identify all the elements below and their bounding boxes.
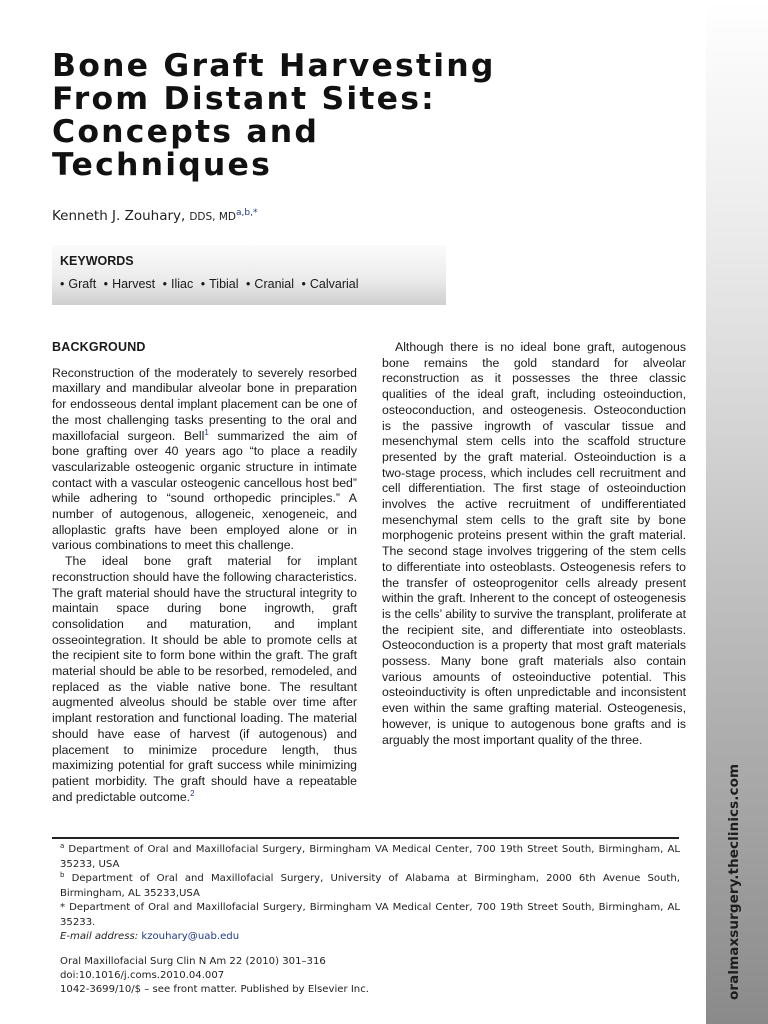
- bullet-icon: •: [103, 277, 109, 291]
- journal-citation: Oral Maxillofacial Surg Clin N Am 22 (2010) 301–316: [60, 956, 326, 967]
- bullet-icon: •: [301, 277, 306, 291]
- body-paragraph: Reconstruction of the moderately to severely resorbed maxillary and mandibular alveolar bone in preparation for endosseous dental implant placement can be one of the most challenging tasks presenting to the oral and maxillofacial surgeon. Bell$^1$ summarized the aim of bone grafting over 40 years ago “to place a readily vascularizable osteogenic organic structure in intimate contact with a vascular osteogenic cancellous host bed” while adhering to “sound orthopedic principles.” A number of autogenous, allogeneic, xenogeneic, and alloplastic grafts have been employed alone or in various combinations to meet this challenge.: [52, 365, 357, 553]
- issn-line: 1042-3699/10/$ – see front matter. Published by Elsevier Inc.: [60, 984, 369, 995]
- bullet-icon: •: [162, 277, 168, 291]
- title-line: Concepts and: [52, 114, 320, 150]
- title-line: Techniques: [52, 147, 273, 183]
- title-line: From Distant Sites:: [52, 81, 436, 117]
- keyword: Calvarial: [309, 277, 359, 291]
- keywords-box: [52, 245, 446, 305]
- journal-website-label: oralmaxsurgery.theclinics.com: [726, 763, 742, 1000]
- title-line: Bone Graft Harvesting: [52, 48, 496, 84]
- affiliation-b: $^b$ Department of Oral and Maxillofacial Surgery, University of Alabama at Birmingham, 2000 6th Avenue South, Birmingham, AL 35233,USA: [60, 871, 680, 899]
- keywords-heading: KEYWORDS: [60, 254, 134, 268]
- email-link[interactable]: kzouhary@uab.edu: [141, 931, 240, 942]
- reference-mark: 2: [190, 788, 195, 798]
- keyword: Cranial: [254, 277, 295, 291]
- keyword: Tibial: [209, 277, 239, 291]
- corresponding-author: * Department of Oral and Maxillofacial Surgery, Birmingham VA Medical Center, 700 19th Street South, Birmingham, AL 35233.: [60, 902, 680, 928]
- body-paragraph: Although there is no ideal bone graft, autogenous bone remains the gold standard for alveolar reconstruction as it possesses the three classic qualities of the ideal graft, including osteoinduction, osteoconduction, and osteogenesis. Osteoconduction is the passive ingrowth of vascular tissue and mesenchymal stem cells into the scaffold structure presented by the graft material. Osteoinduction is a two-stage process, which includes cell recruitment and cell differentiation. The first stage of osteoinduction involves the active recruitment of undifferentiated mesenchymal stem cells to the graft site by bone morphogenic proteins present within the graft material. The second stage involves triggering of the stem cells to differentiate into osteoblasts. Osteogenesis refers to the transfer of osteoprogenitor cells already present within the graft. Inherent to the concept of osteogenesis is the cells’ ability to survive the transplant, proliferate at the recipient site, and differentiate into osteoblasts. Osteoconduction is a property that most graft materials possess. Many bone graft materials also contain various amounts of osteoinductive potential. This osteoinductivity is often unpredictable and inconsistent even within the same grafting material. Osteogenesis, however, is unique to autogenous bone grafts and is arguably the most important quality of the three.: [382, 340, 686, 747]
- citation-block: [60, 955, 369, 997]
- article-title: [52, 50, 572, 182]
- body-column-right: [382, 340, 686, 748]
- footnote-divider: [52, 837, 679, 839]
- body-paragraph: The ideal bone graft material for implant reconstruction should have the following characteristics. The graft material should have the structural integrity to maintain space during bone ingrowth, graft consolidation and maturation, and implant osseointegration. It should be able to promote cells at the recipient site to form bone within the graft. The graft material should be able to be resorbed, remodeled, and replaced as the viable native bone. The resultant augmented alveolus should be stable over time after implant restoration and functional loading. The material should have ease of harvest (if autogenous) and placement to minimize procedure length, thus maximizing potential for graft success while minimizing patient morbidity. The graft should have a repeatable and predictable outcome.$^2$: [52, 554, 357, 804]
- keyword: Iliac: [171, 277, 194, 291]
- email-line: [60, 930, 680, 945]
- affiliation-a: $^a$ Department of Oral and Maxillofacial Surgery, Birmingham VA Medical Center, 700 19th Street South, Birmingham, AL 35233, USA: [60, 842, 680, 870]
- bullet-icon: •: [246, 277, 251, 291]
- author-affiliation-marks: a,b,*: [236, 208, 258, 218]
- author-name: Kenneth J. Zouhary,: [52, 208, 186, 224]
- section-heading-background: BACKGROUND: [52, 340, 146, 354]
- author-degrees: DDS, MD: [189, 211, 236, 223]
- author-line: [52, 208, 257, 224]
- bullet-icon: •: [60, 277, 65, 291]
- affiliations-footnotes: [60, 843, 680, 945]
- doi[interactable]: doi:10.1016/j.coms.2010.04.007: [60, 970, 225, 981]
- body-column-left: [52, 340, 357, 805]
- keywords-list: [60, 277, 363, 291]
- keyword: Harvest: [112, 277, 156, 291]
- email-label: E-mail address:: [60, 931, 139, 942]
- bullet-icon: •: [200, 277, 206, 291]
- keyword: Graft: [68, 277, 97, 291]
- reference-mark: 1: [204, 427, 209, 437]
